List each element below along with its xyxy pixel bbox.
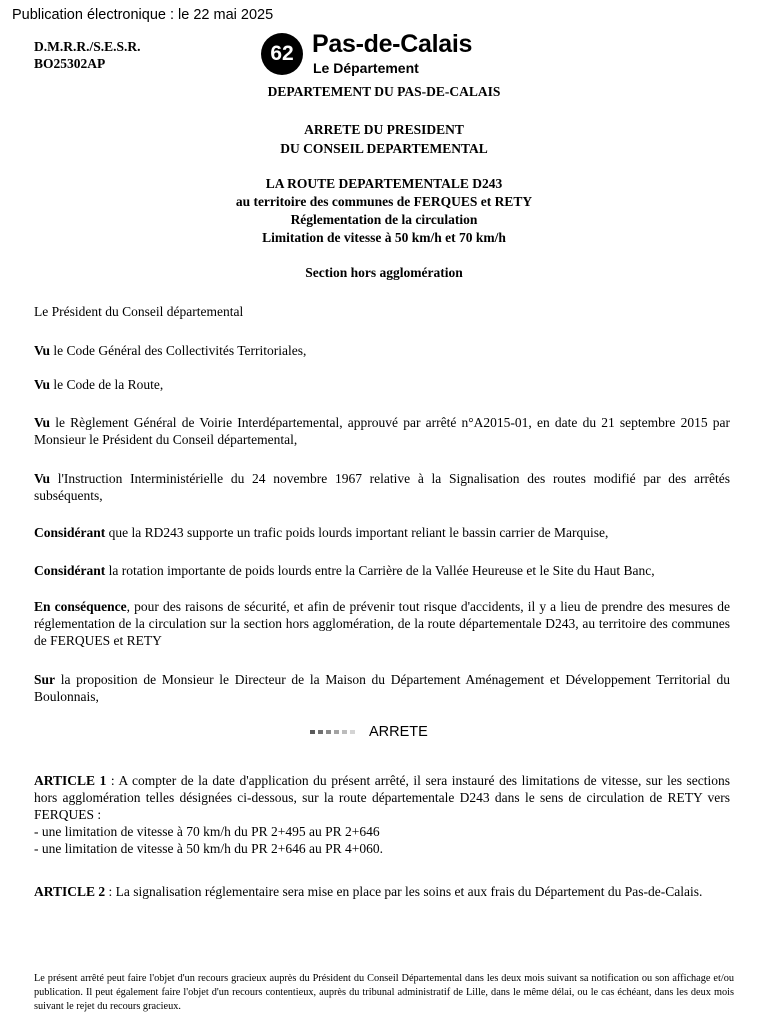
article-1-lead: ARTICLE 1 [34,773,107,788]
paragraph-lead: Considérant [34,563,106,578]
reference-block [34,38,141,72]
decree-title-line2: DU CONSEIL DEPARTEMENTAL [280,141,488,156]
subject-line2: au territoire des communes de FERQUES et RETY [235,194,533,209]
paragraph-text: la proposition de Monsieur le Directeur de la Maison du Département Aménagement et Développement Territorial du Boulonnais, [34,672,730,704]
arrete-dots [310,730,355,734]
paragraph-vu-instruction [34,470,730,504]
article-1 [34,772,730,857]
reference-service: D.M.R.R./S.E.S.R. [34,39,141,54]
article-2-lead: ARTICLE 2 [34,884,106,899]
decree-title [0,120,768,158]
publication-date: Publication électronique : le 22 mai 2025 [12,7,274,23]
article-1-bullet-2: - une limitation de vitesse à 50 km/h du PR 2+646 au PR 4+060. [34,841,383,856]
arrete-label: ARRETE [369,724,428,740]
department-heading: DEPARTEMENT DU PAS-DE-CALAIS [267,84,501,99]
legal-footer: Le présent arrêté peut faire l'objet d'un recours gracieux auprès du Président du Conseil Départemental dans les deux mois suivant sa notification ou son affichage et/ou publication. Il peut également faire l'objet d'un recours contentieux, auprès du tribunal administratif de Lille, dans le même délai, ou le cas échéant, dans les deux mois suivant le rejet du recours gracieux. [34,973,734,1012]
paragraph-vu-code-route [34,376,730,393]
paragraph-lead: Vu [34,471,51,486]
dot-6 [350,730,355,734]
logo-number-badge: 62 [261,33,303,75]
paragraph-lead: En conséquence [34,599,127,614]
article-2-text: : La signalisation réglementaire sera mise en place par les soins et aux frais du Département du Pas-de-Calais. [105,884,703,899]
paragraph-consequence [34,598,730,649]
section-heading: Section hors agglomération [305,265,463,280]
article-1-text: : A compter de la date d'application du présent arrêté, il sera instauré des limitations de vitesse, sur les sections hors agglomération telles désignées ci-dessous, sur la route départementale D243 dans le sens de circulation de RETY vers FERQUES : [34,773,731,822]
logo-subtitle: Le Département [313,60,419,76]
article-1-bullet-1: - une limitation de vitesse à 70 km/h du PR 2+495 au PR 2+646 [34,824,380,839]
paragraph-considerant-1 [34,524,730,541]
dot-5 [342,730,347,734]
president-line: Le Président du Conseil départemental [34,304,244,319]
paragraph-text: que la RD243 supporte un trafic poids lourds important reliant le bassin carrier de Marquise, [105,525,609,540]
paragraph-text: le Code Général des Collectivités Territoriales, [50,343,307,358]
paragraph-lead: Vu [34,415,51,430]
paragraph-text: l'Instruction Interministérielle du 24 novembre 1967 relative à la Signalisation des routes modifié par des arrêtés subséquents, [34,471,730,503]
decree-subject [0,175,768,247]
paragraph-text: , pour des raisons de sécurité, et afin de prévenir tout risque d'accidents, il y a lieu de prendre des mesures de réglementation de la circulation sur la section hors agglomération, de la route départementale D243, au territoire des communes de FERQUES et RETY [34,599,730,648]
decree-title-line1: ARRETE DU PRESIDENT [304,122,464,137]
subject-line4: Limitation de vitesse à 50 km/h et 70 km/h [262,230,506,245]
paragraph-text: le Code de la Route, [50,377,164,392]
dot-1 [310,730,315,734]
paragraph-vu-reglement [34,414,730,448]
paragraph-lead: Sur [34,672,56,687]
reference-number: BO25302AP [34,56,106,71]
paragraph-lead: Considérant [34,525,106,540]
dot-3 [326,730,331,734]
paragraph-text: la rotation importante de poids lourds entre la Carrière de la Vallée Heureuse et le Site du Haut Banc, [105,563,655,578]
paragraph-text: le Règlement Général de Voirie Interdépartemental, approuvé par arrêté n°A2015-01, en date du 21 septembre 2015 par Monsieur le Président du Conseil départemental, [34,415,730,447]
paragraph-considerant-2 [34,562,730,579]
article-2 [34,883,730,900]
paragraph-proposition [34,671,730,705]
subject-line3: Réglementation de la circulation [290,212,478,227]
arrete-heading [310,724,428,740]
paragraph-lead: Vu [34,377,51,392]
department-logo [261,30,501,77]
article-1-body [34,772,730,823]
logo-name: Pas-de-Calais [312,30,473,58]
paragraph-lead: Vu [34,343,51,358]
dot-2 [318,730,323,734]
paragraph-vu-cgct [34,342,730,359]
dot-4 [334,730,339,734]
subject-line1: LA ROUTE DEPARTEMENTALE D243 [265,176,503,191]
